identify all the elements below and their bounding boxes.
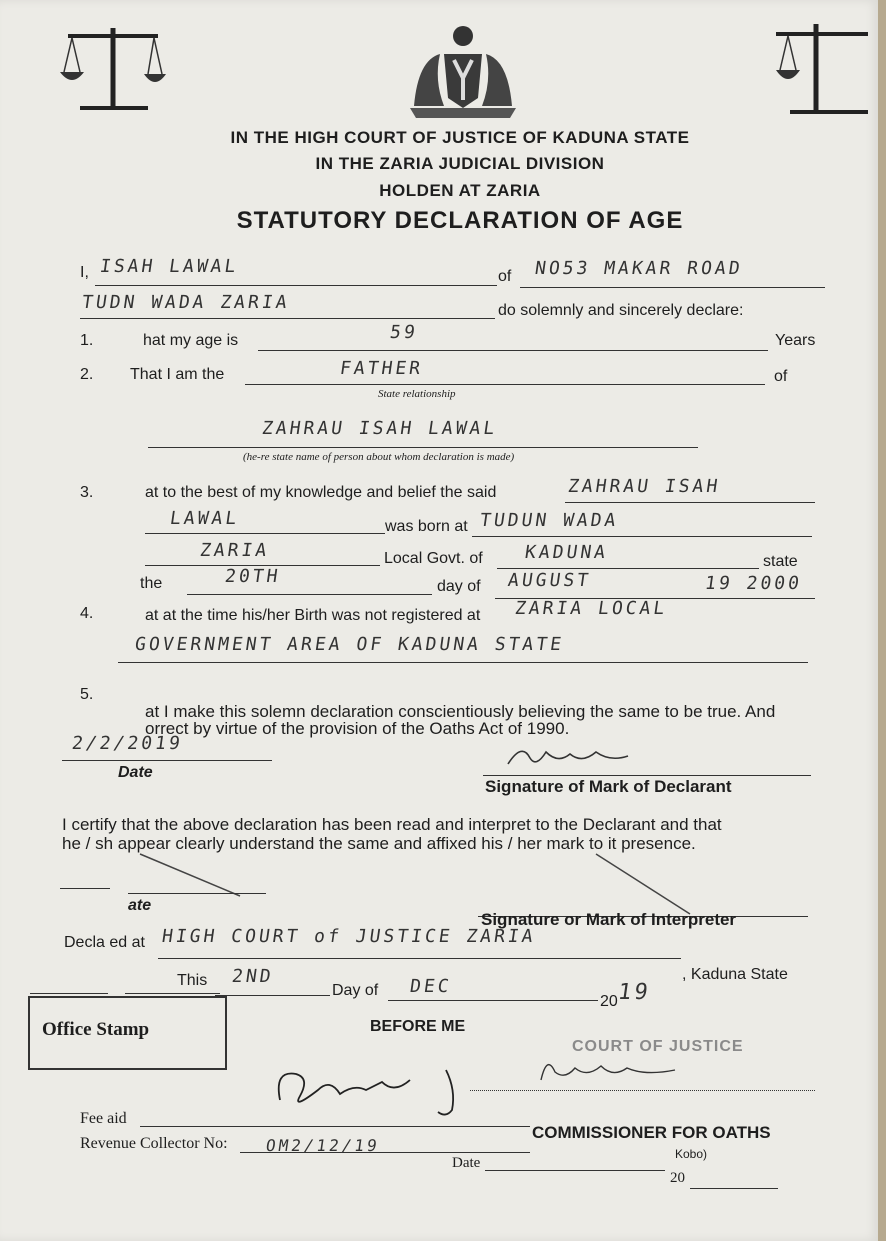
child-name-line	[148, 447, 698, 448]
child-surname: LAWAL	[168, 508, 241, 529]
revenue-collector-label: Revenue Collector No:	[80, 1135, 228, 1152]
age-line	[258, 350, 768, 351]
child-name: ZAHRAU ISAH LAWAL	[260, 418, 499, 439]
state-label: state	[763, 553, 798, 570]
interpreter-date-line	[128, 893, 266, 894]
registration-place-1: ZARIA LOCAL	[513, 598, 669, 619]
declarant-name: ISAH LAWAL	[98, 256, 240, 277]
before-me-label: BEFORE ME	[370, 1018, 466, 1035]
birth-day: 20TH	[223, 566, 282, 587]
footer-date-line	[485, 1170, 665, 1171]
address2-line	[80, 318, 495, 319]
relationship-text: That I am the	[130, 366, 225, 383]
of-label: of	[498, 268, 512, 285]
birth-place: TUDUN WADA	[478, 510, 620, 531]
item-number: 2.	[80, 366, 94, 383]
solemn-text-2: orrect by virtue of the provision of the Oaths Act of 1990.	[145, 719, 570, 738]
declarant-signature-label: Signature of Mark of Declarant	[485, 777, 732, 796]
court-heading: IN THE HIGH COURT OF JUSTICE OF KADUNA STATE	[230, 128, 690, 147]
interpreter-signature-label: Signature or Mark of Interpreter	[481, 910, 737, 929]
lga-value: KADUNA	[523, 542, 610, 563]
holden-heading: HOLDEN AT ZARIA	[379, 181, 541, 200]
birth-place-line	[472, 536, 812, 537]
office-stamp-label: Office Stamp	[42, 1019, 150, 1040]
day-of-label: Day of	[332, 982, 379, 999]
commissioner-signature	[270, 1060, 490, 1120]
lga-line	[497, 568, 759, 569]
scales-of-justice-icon	[772, 18, 872, 118]
birth-year: 19 2000	[703, 573, 804, 594]
child-name-line-a	[565, 502, 815, 503]
stamp-top-line	[125, 993, 220, 994]
years-label: Years	[775, 332, 816, 349]
child-first-name: ZAHRAU ISAH	[566, 476, 722, 497]
birth-day-line	[187, 594, 432, 595]
registration-line	[118, 662, 808, 663]
declarant-signature-line	[483, 775, 811, 776]
declaration-date: 2/2/2019	[70, 733, 185, 754]
knowledge-text: at to the best of my knowledge and belief the said	[145, 484, 497, 501]
commissioner-label: COMMISSIONER FOR OATHS	[532, 1123, 771, 1142]
born-at-text: was born at	[385, 518, 468, 535]
age-value: 59	[388, 322, 420, 343]
declared-month: DEC	[408, 976, 453, 997]
official-initials	[535, 1050, 695, 1090]
date-line	[62, 760, 272, 761]
declared-day-line	[215, 995, 330, 996]
name-line	[95, 285, 497, 286]
footer-year-line	[690, 1188, 778, 1189]
court-stamp-text: COURT OF JUSTICE	[572, 1038, 744, 1055]
declared-place: HIGH COURT of JUSTICE ZARIA	[160, 926, 538, 947]
lga-text: Local Govt. of	[384, 550, 483, 567]
receipt-number-annotation: OM2/12/19	[264, 1136, 382, 1155]
footer-date-label: Date	[452, 1155, 481, 1171]
stamp-top-line	[30, 993, 108, 994]
declare-text: do solemnly and sincerely declare:	[498, 302, 744, 319]
declared-month-line	[388, 1000, 598, 1001]
fee-line	[140, 1126, 530, 1127]
certify-text-2: he / sh appear clearly understand the same and affixed his / her mark to it presence.	[62, 834, 696, 853]
fee-paid-label: Fee aid	[80, 1110, 127, 1127]
year-prefix: 20	[600, 993, 618, 1010]
certify-text-1: I certify that the above declaration has been read and interpret to the Declarant and that	[62, 815, 722, 834]
declared-year: 19	[616, 980, 653, 1005]
item-number: 1.	[80, 332, 94, 349]
this-label: This	[177, 972, 208, 989]
birth-town: ZARIA	[198, 540, 271, 561]
declared-place-line	[158, 958, 681, 959]
coat-of-arms-emblem	[404, 20, 522, 120]
intro-i: I,	[80, 264, 89, 281]
kobo-label: Kobo)	[675, 1147, 708, 1161]
registration-place-2: GOVERNMENT AREA OF KADUNA STATE	[133, 634, 566, 655]
strike-mark	[130, 852, 250, 902]
commissioner-signature-line	[470, 1090, 815, 1091]
item-number: 3.	[80, 484, 94, 501]
birth-month: AUGUST	[506, 570, 593, 591]
of-label: of	[774, 368, 788, 385]
day-of-label: day of	[437, 578, 481, 595]
interpreter-date-line	[60, 888, 110, 889]
address-line-1: NO53 MAKAR ROAD	[533, 258, 745, 279]
division-heading: IN THE ZARIA JUDICIAL DIVISION	[315, 154, 605, 173]
relationship-hint: State relationship	[378, 388, 456, 400]
declarant-signature	[500, 738, 650, 772]
footer-year-prefix: 20	[670, 1170, 685, 1186]
date-label: Date	[118, 764, 153, 781]
declared-day: 2ND	[230, 966, 275, 987]
not-registered-text: at at the time his/her Birth was not registered at	[145, 607, 481, 624]
address-line-2: TUDN WADA ZARIA	[80, 292, 292, 313]
interpreter-date-label: ate	[128, 897, 152, 914]
item-number: 4.	[80, 605, 94, 622]
child-name-line-b	[145, 533, 385, 534]
address-line	[520, 287, 825, 288]
scales-of-justice-icon	[58, 22, 168, 114]
item-number: 5.	[80, 686, 94, 703]
relationship-value: FATHER	[338, 358, 425, 379]
declared-at-label: Decla ed at	[64, 934, 145, 951]
solemn-text-1: at I make this solemn declaration conscientiously believing the same to be true. And	[145, 702, 776, 721]
kaduna-state-label: , Kaduna State	[682, 966, 788, 983]
age-text: hat my age is	[143, 332, 239, 349]
relationship-line	[245, 384, 765, 385]
the-label: the	[140, 575, 163, 592]
person-hint: (he-re state name of person about whom declaration is made)	[243, 451, 515, 463]
document-title: STATUTORY DECLARATION OF AGE	[236, 207, 684, 234]
